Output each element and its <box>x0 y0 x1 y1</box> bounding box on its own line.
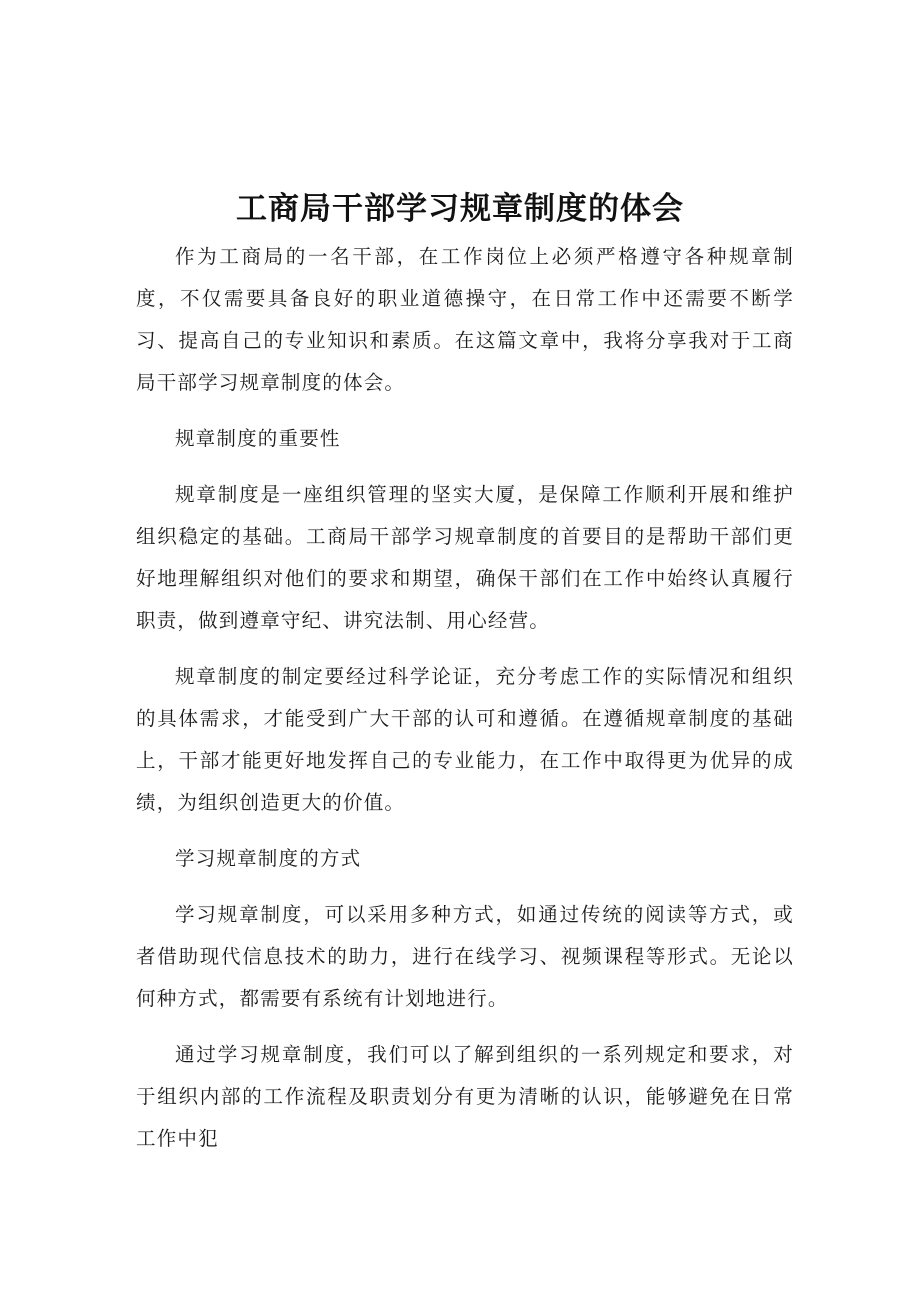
section-heading-methods: 学习规章制度的方式 <box>175 847 362 870</box>
paragraph-importance-2: 规章制度的制定要经过科学论证，充分考虑工作的实际情况和组织的具体需求，才能受到广大干部的认可和遵循。在遵循规章制度的基础上，干部才能更好地发挥自己的专业能力，在工作中取得更为优异的成绩，为组织创造更大的价值。 <box>136 665 794 814</box>
paragraph-importance-1: 规章制度是一座组织管理的坚实大厦，是保障工作顺利开展和维护组织稳定的基础。工商局干部学习规章制度的首要目的是帮助干部们更好地理解组织对他们的要求和期望，确保干部们在工作中始终认真履行职责，做到遵章守纪、讲究法制、用心经营。 <box>136 483 794 632</box>
paragraph-methods-2: 通过学习规章制度，我们可以了解到组织的一系列规定和要求，对于组织内部的工作流程及职责划分有更为清晰的认识，能够避免在日常工作中犯 <box>136 1043 794 1150</box>
section-heading-importance: 规章制度的重要性 <box>175 427 341 450</box>
document-title: 工商局干部学习规章制度的体会 <box>236 191 684 227</box>
document-body <box>136 236 794 1174</box>
paragraph-methods-1: 学习规章制度，可以采用多种方式，如通过传统的阅读等方式，或者借助现代信息技术的助力，进行在线学习、视频课程等形式。无论以何种方式，都需要有系统有计划地进行。 <box>136 903 794 1010</box>
paragraph-intro: 作为工商局的一名干部，在工作岗位上必须严格遵守各种规章制度，不仅需要具备良好的职业道德操守，在日常工作中还需要不断学习、提高自己的专业知识和素质。在这篇文章中，我将分享我对于工商局干部学习规章制度的体会。 <box>136 245 794 394</box>
